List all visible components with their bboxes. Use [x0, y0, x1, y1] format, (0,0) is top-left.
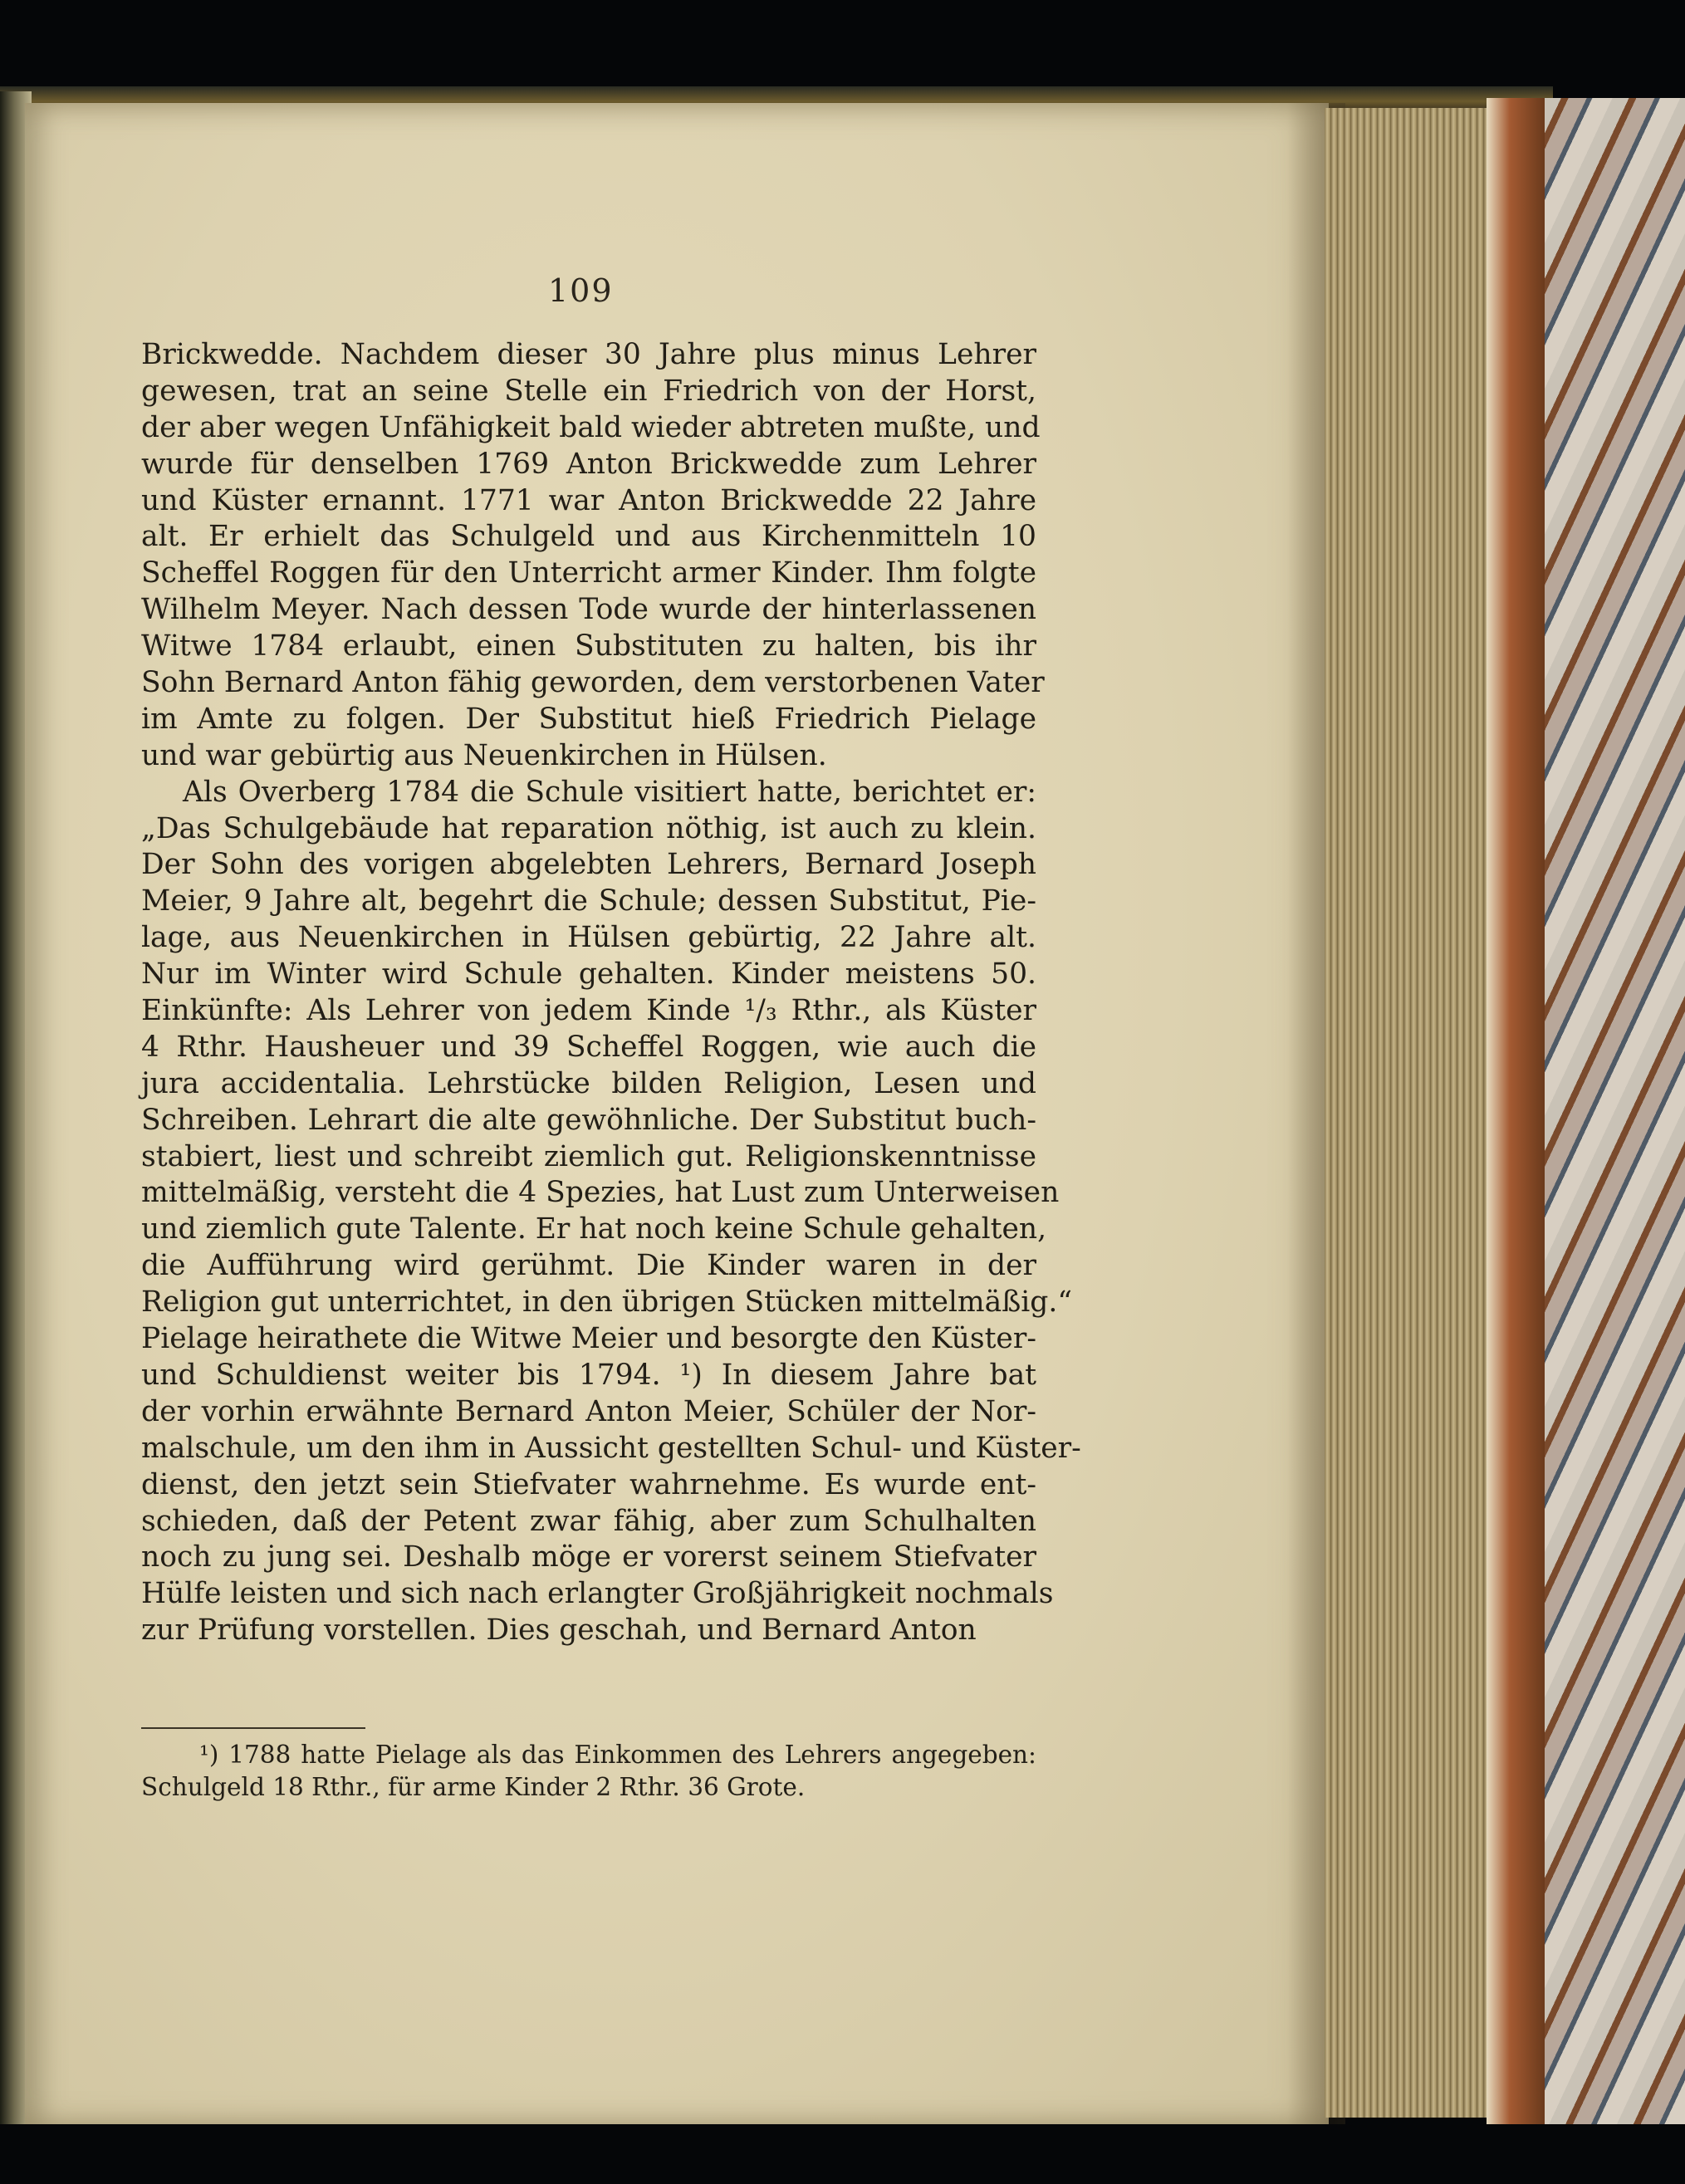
- text-line: Sohn Bernard Anton fähig geworden, dem verstorbenen Vater: [141, 666, 1045, 700]
- text-line: gewesen, trat an seine Stelle ein Friedrich von der Horst,: [141, 374, 1036, 408]
- marbled-endpaper: [1545, 98, 1685, 2124]
- text-line: und Schuldienst weiter bis 1794. ¹) In diesem Jahre bat: [141, 1358, 1036, 1392]
- text-line: Einkünfte: Als Lehrer von jedem Kinde ¹/₃ Rthr., als Küster: [141, 994, 1036, 1028]
- text-line: wurde für denselben 1769 Anton Brickwedde zum Lehrer: [141, 447, 1036, 481]
- text-line: stabiert, liest und schreibt ziemlich gut. Religionskenntnisse: [141, 1139, 1036, 1173]
- text-line: alt. Er erhielt das Schulgeld und aus Kirchenmitteln 10: [141, 520, 1036, 554]
- scan-background: [0, 2124, 1685, 2184]
- text-line: schieden, daß der Petent zwar fähig, aber zum Schulhalten: [141, 1504, 1036, 1538]
- text-line: Scheffel Roggen für den Unterricht armer Kinder. Ihm folgte: [141, 556, 1036, 590]
- footnote-line: ¹) 1788 hatte Pielage als das Einkommen des Lehrers angegeben:: [199, 1741, 1036, 1769]
- text-line: Der Sohn des vorigen abgelebten Lehrers, Bernard Joseph: [141, 848, 1036, 882]
- text-line: Meier, 9 Jahre alt, begehrt die Schule; dessen Substitut, Pie-: [141, 884, 1036, 918]
- text-line: Wilhelm Meyer. Nach dessen Tode wurde der hinterlassenen: [141, 593, 1036, 627]
- text-line: der vorhin erwähnte Bernard Anton Meier, Schüler der Nor-: [141, 1394, 1036, 1428]
- text-line: „Das Schulgebäude hat reparation nöthig, ist auch zu klein.: [141, 811, 1036, 845]
- text-line: die Aufführung wird gerühmt. Die Kinder waren in der: [141, 1249, 1036, 1283]
- text-line: lage, aus Neuenkirchen in Hülsen gebürtig, 22 Jahre alt.: [141, 921, 1036, 955]
- text-line: Brickwedde. Nachdem dieser 30 Jahre plus minus Lehrer: [141, 338, 1036, 371]
- text-line: Schreiben. Lehrart die alte gewöhnliche. Der Substitut buch-: [141, 1103, 1036, 1137]
- text-line: und ziemlich gute Talente. Er hat noch keine Schule gehalten,: [141, 1212, 1047, 1246]
- text-line: der aber wegen Unfähigkeit bald wieder abtreten mußte, und: [141, 410, 1041, 444]
- text-line: Pielage heirathete die Witwe Meier und besorgte den Küster-: [141, 1322, 1036, 1356]
- text-line: Nur im Winter wird Schule gehalten. Kinder meistens 50.: [141, 957, 1036, 992]
- text-line: Religion gut unterrichtet, in den übrigen Stücken mittelmäßig.“: [141, 1285, 1072, 1320]
- footnote-line: Schulgeld 18 Rthr., für arme Kinder 2 Rthr. 36 Grote.: [141, 1773, 806, 1801]
- footnote: [141, 1739, 1036, 1804]
- footnote-rule: [141, 1727, 365, 1729]
- text-line: malschule, um den ihm in Aussicht gestellten Schul- und Küster-: [141, 1431, 1081, 1465]
- page-number: 109: [548, 272, 614, 309]
- text-line: noch zu jung sei. Deshalb möge er vorerst seinem Stiefvater: [141, 1540, 1036, 1574]
- text-line: zur Prüfung vorstellen. Dies geschah, und Bernard Anton: [141, 1614, 977, 1648]
- text-line: und war gebürtig aus Neuenkirchen in Hülsen.: [141, 738, 827, 772]
- text-line: dienst, den jetzt sein Stiefvater wahrnehme. Es wurde ent-: [141, 1467, 1036, 1501]
- text-line: jura accidentalia. Lehrstücke bilden Religion, Lesen und: [141, 1066, 1036, 1100]
- text-line: mittelmäßig, versteht die 4 Spezies, hat Lust zum Unterweisen: [141, 1176, 1060, 1210]
- text-line: und Küster ernannt. 1771 war Anton Brickwedde 22 Jahre: [141, 483, 1036, 517]
- text-line: Witwe 1784 erlaubt, einen Substituten zu halten, bis ihr: [141, 629, 1036, 664]
- text-line: Als Overberg 1784 die Schule visitiert hatte, berichtet er:: [183, 775, 1036, 809]
- text-line: Hülfe leisten und sich nach erlangter Großjährigkeit nochmals: [141, 1577, 1054, 1611]
- page-block-fore-edge: [1325, 108, 1491, 2118]
- book-cover-board: [1487, 98, 1545, 2124]
- text-line: 4 Rthr. Hausheuer und 39 Scheffel Roggen, wie auch die: [141, 1030, 1036, 1064]
- body-text: [141, 337, 1081, 1649]
- text-line: im Amte zu folgen. Der Substitut hieß Friedrich Pielage: [141, 702, 1036, 736]
